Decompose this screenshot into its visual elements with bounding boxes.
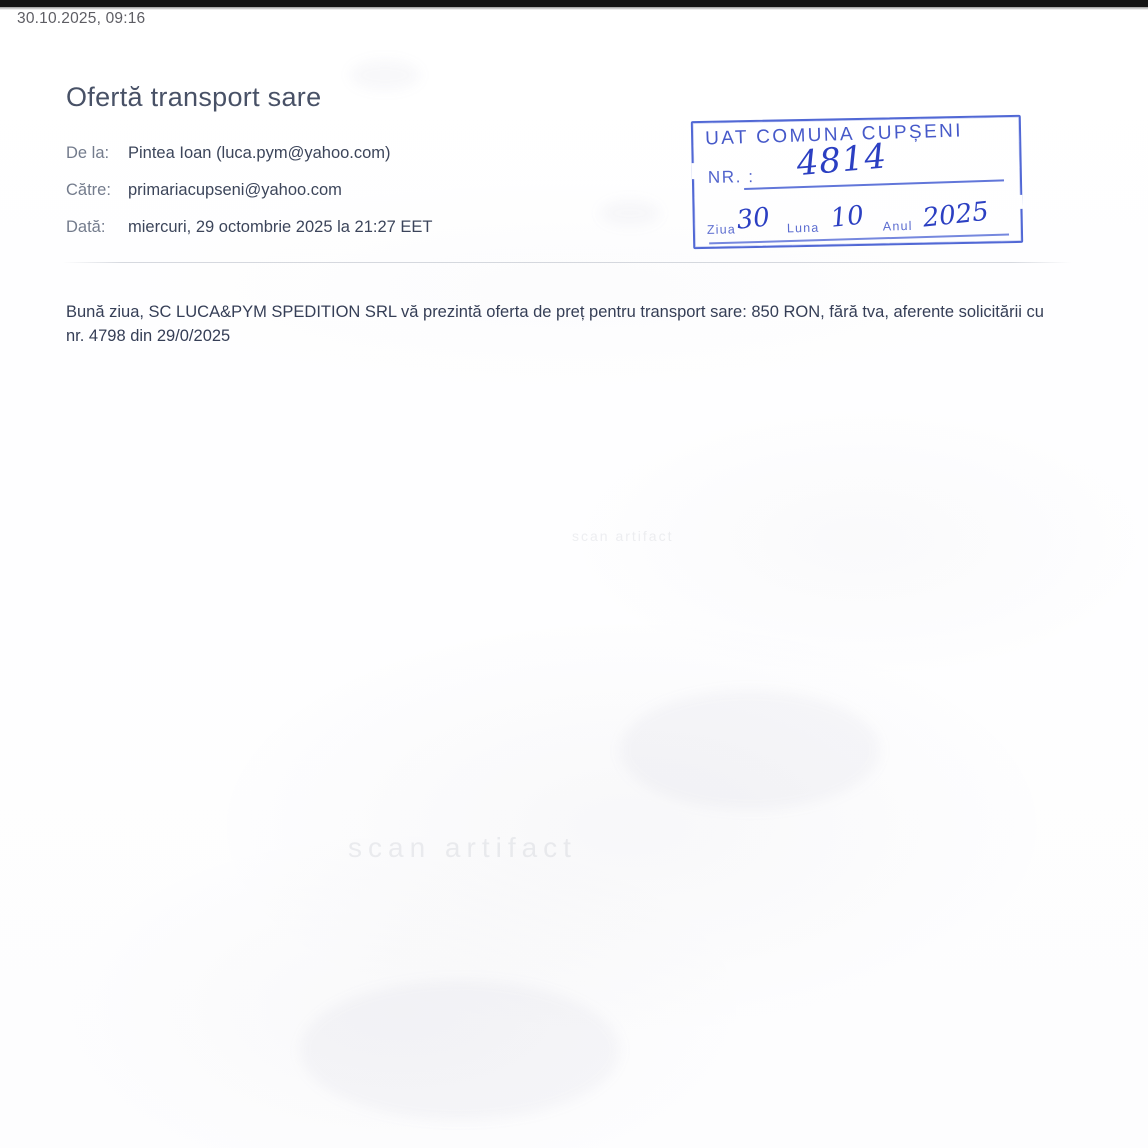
stamp-institution-name: UAT COMUNA CUPȘENI: [704, 120, 964, 150]
email-field-date-label: Dată:: [66, 218, 106, 236]
stamp-day-label: Ziua: [706, 222, 737, 237]
email-field-date-value: miercuri, 29 octombrie 2025 la 21:27 EET: [128, 218, 433, 236]
scan-timestamp: 30.10.2025, 09:16: [17, 10, 146, 27]
stamp-nr-value: 4814: [794, 136, 889, 185]
header-divider: [62, 262, 1072, 263]
stamp-year-label: Anul: [882, 218, 913, 234]
email-field-to: [66, 181, 706, 200]
stamp-month-label: Luna: [786, 220, 820, 236]
stamp-month-value: 10: [829, 200, 866, 234]
email-field-from-value: Pintea Ioan (luca.pym@yahoo.com): [128, 144, 391, 162]
email-field-from-label: De la:: [66, 144, 110, 162]
scan-smudge: [350, 60, 420, 90]
scan-smudge: [620, 690, 880, 810]
scan-ghost-text-1: scan artifact: [572, 528, 674, 544]
email-body-text: Bună ziua, SC LUCA&PYM SPEDITION SRL vă prezintă oferta de preț pentru transport sare: 850 RON, fără tva, aferente solicitării cu nr. 4798 din 29/0/2025: [66, 303, 1044, 345]
email-field-to-value: primariacupseni@yahoo.com: [128, 181, 342, 199]
registration-stamp: [691, 115, 1023, 249]
stamp-nr-label: NR. :: [707, 166, 755, 187]
email-subject-title: Ofertă transport sare: [66, 82, 322, 112]
scan-smudge: [600, 200, 660, 226]
email-header-fields: [66, 144, 706, 255]
stamp-year-value: 2025: [921, 196, 991, 234]
scan-ghost-text-2: scan artifact: [348, 832, 577, 863]
email-field-to-label: Către:: [66, 181, 111, 199]
stamp-day-value: 30: [735, 202, 772, 236]
scan-edge-bar: [0, 0, 1148, 7]
scan-smudge: [300, 980, 620, 1120]
email-field-from: [66, 144, 706, 163]
